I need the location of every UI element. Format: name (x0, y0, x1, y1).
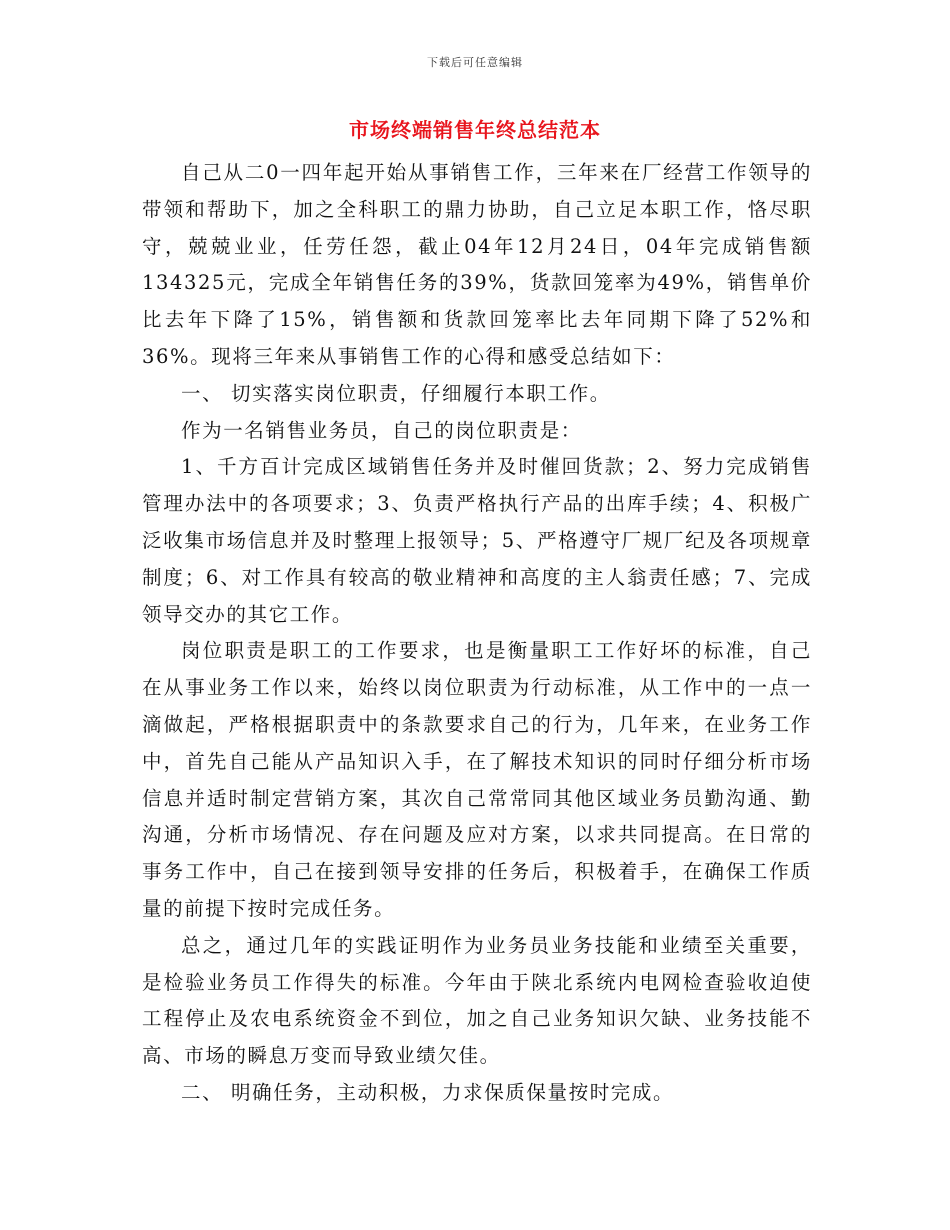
section-heading-2: 二、 明确任务，主动积极，力求保质保量按时完成。 (181, 1080, 675, 1104)
header-note: 下载后可任意编辑 (427, 56, 523, 69)
paragraph-duties-lead: 作为一名销售业务员，自己的岗位职责是： (181, 418, 582, 442)
paragraph-intro: 自己从二0一四年起开始从事销售工作，三年来在厂经营工作领导的带领和帮助下，加之全科职工的鼎力协助，自己立足本职工作，恪尽职守，兢兢业业，任劳任怨，截止04年12月24日，04年完成销售额134325元，完成全年销售任务的39%，货款回笼率为49%，销售单价比去年下降了15%，销售额和货款回笼率比去年同期下降了52%和36%。现将三年来从事销售工作的心得和感受总结如下： (142, 161, 812, 368)
document-title: 市场终端销售年终总结范本 (349, 118, 601, 142)
paragraph-duties-practice: 岗位职责是职工的工作要求，也是衡量职工工作好坏的标准，自己在从事业务工作以来，始终以岗位职责为行动标准，从工作中的一点一滴做起，严格根据职责中的条款要求自己的行为，几年来，在业务工作中，首先自己能从产品知识入手，在了解技术知识的同时仔细分析市场信息并适时制定营销方案，其次自己常常同其他区域业务员勤沟通、勤沟通，分析市场情况、存在问题及应对方案，以求共同提高。在日常的事务工作中，自己在接到领导安排的任务后，积极着手，在确保工作质量的前提下按时完成任务。 (142, 639, 812, 920)
section-heading-1: 一、 切实落实岗位职责，仔细履行本职工作。 (181, 381, 611, 405)
paragraph-summary: 总之，通过几年的实践证明作为业务员业务技能和业绩至关重要，是检验业务员工作得失的标准。今年由于陕北系统内电网检查验收迫使工程停止及农电系统资金不到位，加之自己业务知识欠缺、业务技能不高、市场的瞬息万变而导致业绩欠佳。 (142, 933, 812, 1068)
paragraph-duties-list: 1、千方百计完成区域销售任务并及时催回货款；2、努力完成销售管理办法中的各项要求；3、负责严格执行产品的出库手续；4、积极广泛收集市场信息并及时整理上报领导；5、严格遵守厂规厂纪及各项规章制度；6、对工作具有较高的敬业精神和高度的主人翁责任感；7、完成领导交办的其它工作。 (142, 455, 812, 626)
document-body (142, 155, 812, 1112)
